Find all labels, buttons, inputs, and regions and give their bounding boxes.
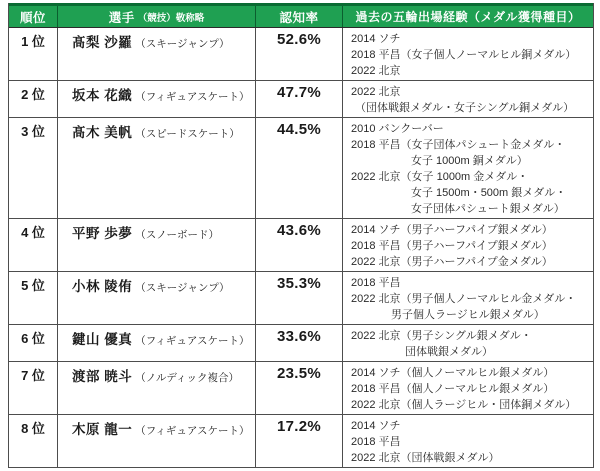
history-line: 2014 ソチ bbox=[351, 33, 401, 45]
header-recognition-cell bbox=[256, 6, 343, 27]
athlete-cell bbox=[58, 118, 256, 218]
athlete-cell bbox=[58, 28, 256, 80]
recognition-value: 17.2% bbox=[276, 418, 322, 435]
recognition-value: 33.6% bbox=[276, 328, 322, 345]
recognition-cell bbox=[256, 272, 343, 324]
athlete-name: 鍵山 優真 bbox=[72, 332, 133, 347]
history-cell bbox=[343, 272, 593, 324]
history-line: 2014 ソチ bbox=[351, 420, 401, 432]
history-line: 2022 北京（男子個人ノーマルヒル金メダル・ bbox=[351, 293, 577, 305]
header-athlete-label: 選手 bbox=[108, 10, 135, 25]
history-line: （団体戦銀メダル・女子シングル銅メダル） bbox=[355, 102, 575, 114]
history-line: 2014 ソチ（男子ハーフパイプ銀メダル） bbox=[351, 224, 553, 236]
athlete-name: 髙木 美帆 bbox=[72, 125, 133, 140]
athlete-name: 小林 陵侑 bbox=[72, 279, 133, 294]
athlete-name: 木原 龍一 bbox=[72, 422, 133, 437]
recognition-cell bbox=[256, 362, 343, 414]
rank-cell bbox=[9, 81, 58, 117]
history-line: 団体戦銀メダル） bbox=[405, 346, 493, 358]
rank-cell bbox=[9, 415, 58, 467]
recognition-value: 44.5% bbox=[276, 121, 322, 138]
history-cell bbox=[343, 28, 593, 80]
history-line: 2022 北京 bbox=[351, 65, 401, 77]
recognition-cell bbox=[256, 118, 343, 218]
header-rank-cell bbox=[9, 6, 58, 27]
history-cell bbox=[343, 362, 593, 414]
rank-value: 3 位 bbox=[21, 124, 45, 139]
table-body bbox=[9, 28, 593, 467]
athlete-sport: （フィギュアスケート） bbox=[135, 91, 250, 103]
athlete-sport: （スキージャンプ） bbox=[135, 38, 230, 50]
athlete-sport: （スピードスケート） bbox=[135, 128, 240, 140]
rank-cell bbox=[9, 325, 58, 361]
history-cell bbox=[343, 219, 593, 271]
table-row bbox=[9, 272, 593, 325]
history-cell bbox=[343, 325, 593, 361]
table-row bbox=[9, 81, 593, 118]
table-row bbox=[9, 28, 593, 81]
athlete-cell bbox=[58, 81, 256, 117]
history-line: 2018 平昌（男子ハーフパイプ銀メダル） bbox=[351, 240, 553, 252]
recognition-cell bbox=[256, 415, 343, 467]
rank-cell bbox=[9, 118, 58, 218]
history-cell bbox=[343, 415, 593, 467]
header-athlete-cell bbox=[58, 6, 256, 27]
header-recognition-label: 認知率 bbox=[279, 10, 319, 25]
recognition-cell bbox=[256, 28, 343, 80]
rank-value: 4 位 bbox=[21, 225, 45, 240]
rank-value: 7 位 bbox=[21, 368, 45, 383]
history-cell bbox=[343, 118, 593, 218]
history-line: 2018 平昌 bbox=[351, 436, 401, 448]
history-line: 2014 ソチ（個人ノーマルヒル銀メダル） bbox=[351, 367, 555, 379]
athlete-sport: （ノルディック複合） bbox=[135, 372, 240, 384]
recognition-value: 23.5% bbox=[276, 365, 322, 382]
athlete-name: 平野 歩夢 bbox=[72, 226, 133, 241]
table-row bbox=[9, 362, 593, 415]
athlete-cell bbox=[58, 362, 256, 414]
history-line: 2010 バンクーバー bbox=[351, 123, 444, 135]
rank-cell bbox=[9, 272, 58, 324]
header-athlete-note: （競技）敬称略 bbox=[137, 12, 205, 24]
history-cell bbox=[343, 81, 593, 117]
rank-value: 2 位 bbox=[21, 87, 45, 102]
history-line: 女子 1500m・500m 銀メダル・ bbox=[411, 187, 567, 199]
athlete-name: 坂本 花織 bbox=[72, 88, 133, 103]
table-row bbox=[9, 118, 593, 219]
history-line: 女子団体パシュート銀メダル） bbox=[411, 203, 565, 215]
history-line: 2022 北京（個人ラージヒル・団体銅メダル） bbox=[351, 399, 577, 411]
rank-value: 8 位 bbox=[21, 421, 45, 436]
history-line: 男子個人ラージヒル銀メダル） bbox=[391, 309, 545, 321]
header-history-label: 過去の五輪出場経験（メダル獲得種目） bbox=[355, 10, 581, 24]
athlete-cell bbox=[58, 415, 256, 467]
recognition-value: 43.6% bbox=[276, 222, 322, 239]
rank-value: 5 位 bbox=[21, 278, 45, 293]
athlete-sport: （フィギュアスケート） bbox=[135, 425, 250, 437]
athlete-name: 渡部 暁斗 bbox=[72, 369, 133, 384]
history-line: 2022 北京（男子ハーフパイプ金メダル） bbox=[351, 256, 553, 268]
rank-cell bbox=[9, 28, 58, 80]
recognition-value: 35.3% bbox=[276, 275, 322, 292]
athlete-sport: （スノーボード） bbox=[135, 229, 219, 241]
recognition-value: 52.6% bbox=[276, 31, 322, 48]
rank-cell bbox=[9, 219, 58, 271]
history-line: 2022 北京 bbox=[351, 86, 401, 98]
header-rank-label: 順位 bbox=[19, 10, 46, 25]
rank-cell bbox=[9, 362, 58, 414]
recognition-cell bbox=[256, 325, 343, 361]
rank-value: 1 位 bbox=[21, 34, 45, 49]
header-history-cell bbox=[343, 6, 593, 27]
history-line: 2018 平昌（個人ノーマルヒル銀メダル） bbox=[351, 383, 555, 395]
history-line: 2018 平昌（女子個人ノーマルヒル銅メダル） bbox=[351, 49, 577, 61]
athlete-name: 髙梨 沙羅 bbox=[72, 35, 133, 50]
history-line: 2022 北京（女子 1000m 金メダル・ bbox=[351, 171, 529, 183]
athlete-sport: （フィギュアスケート） bbox=[135, 335, 250, 347]
table-header-row bbox=[9, 3, 593, 28]
recognition-value: 47.7% bbox=[276, 84, 322, 101]
history-line: 女子 1000m 銅メダル） bbox=[411, 155, 528, 167]
table-row bbox=[9, 325, 593, 362]
recognition-cell bbox=[256, 219, 343, 271]
ranking-table bbox=[8, 3, 594, 468]
rank-value: 6 位 bbox=[21, 331, 45, 346]
athlete-cell bbox=[58, 272, 256, 324]
history-line: 2018 平昌 bbox=[351, 277, 401, 289]
athlete-sport: （スキージャンプ） bbox=[135, 282, 230, 294]
recognition-cell bbox=[256, 81, 343, 117]
table-row bbox=[9, 219, 593, 272]
athlete-cell bbox=[58, 325, 256, 361]
history-line: 2022 北京（団体戦銀メダル） bbox=[351, 452, 500, 464]
history-line: 2022 北京（男子シングル銀メダル・ bbox=[351, 330, 532, 342]
table-row bbox=[9, 415, 593, 467]
history-line: 2018 平昌（女子団体パシュート金メダル・ bbox=[351, 139, 566, 151]
athlete-cell bbox=[58, 219, 256, 271]
